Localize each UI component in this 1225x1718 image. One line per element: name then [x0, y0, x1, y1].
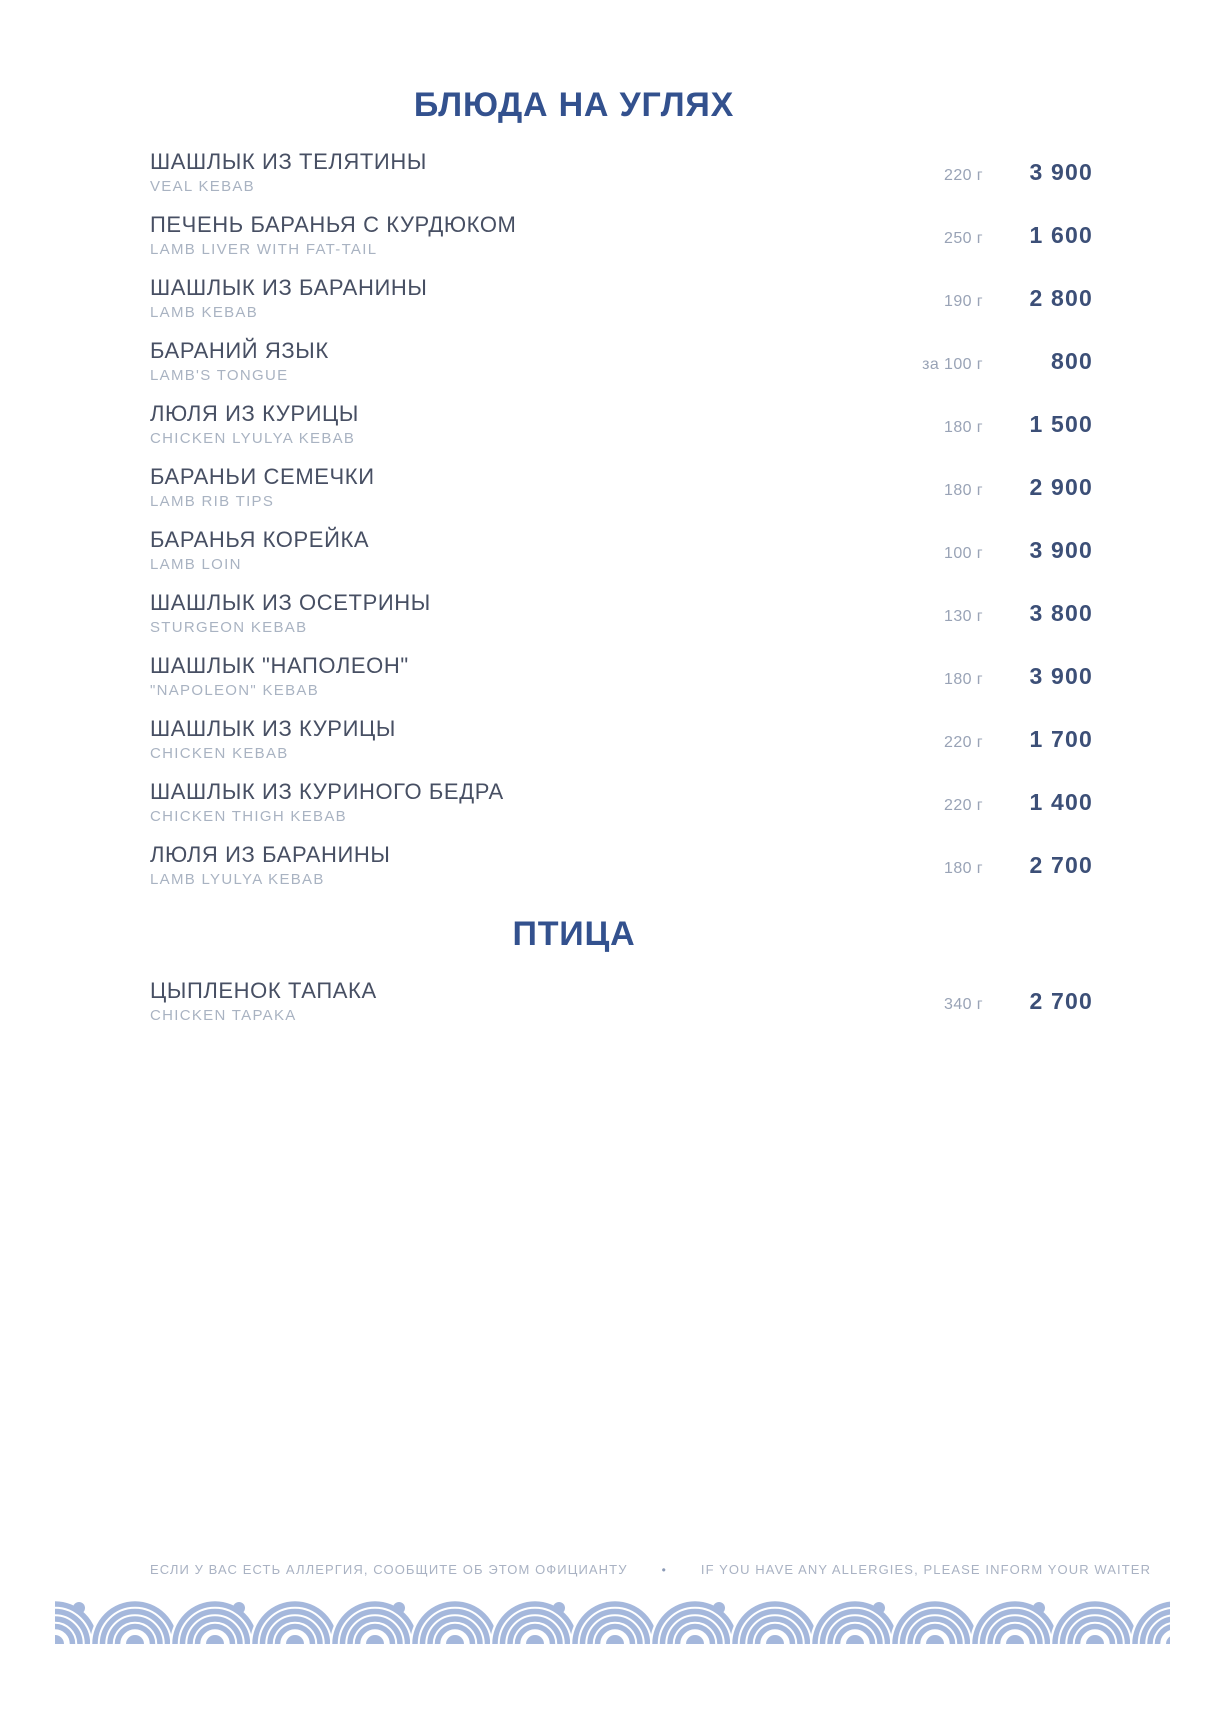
menu-item-weight: 190 г: [944, 293, 983, 311]
menu-item-name-ru: ЛЮЛЯ ИЗ КУРИЦЫ: [150, 401, 359, 427]
menu-item-price: 3 900: [1029, 159, 1093, 186]
allergy-note-ru: ЕСЛИ У ВАС ЕСТЬ АЛЛЕРГИЯ, СООБЩИТЕ ОБ ЭТОМ ОФИЦИАНТУ: [150, 1562, 628, 1577]
menu-item-meta: [863, 852, 1093, 879]
menu-item-name-ru: ЦЫПЛЕНОК ТАПАКА: [150, 978, 377, 1004]
menu-item-name-en: CHICKEN TAPAKA: [150, 1007, 297, 1025]
menu-item-name-ru: БАРАНЬЯ КОРЕЙКА: [150, 527, 370, 553]
menu-item-name-ru: ШАШЛЫК ИЗ КУРИЦЫ: [150, 716, 396, 742]
menu-item-row: [150, 275, 1093, 322]
menu-item-name-en: LAMB LYULYA KEBAB: [150, 871, 325, 889]
menu-item-name-ru: БАРАНИЙ ЯЗЫК: [150, 338, 329, 364]
menu-item-price: 3 900: [1029, 537, 1093, 564]
menu-item-price: 2 700: [1029, 852, 1093, 879]
menu-item-row: [150, 527, 1093, 574]
menu-item-weight: 340 г: [944, 996, 983, 1014]
menu-item-price: 2 900: [1029, 474, 1093, 501]
allergy-note-en: IF YOU HAVE ANY ALLERGIES, PLEASE INFORM YOUR WAITER: [700, 1562, 1152, 1577]
menu-item-names: [150, 527, 863, 574]
menu-item-meta: [863, 159, 1093, 186]
menu-item-name-en: LAMB LOIN: [150, 556, 242, 574]
menu-item-names: [150, 779, 863, 826]
menu-section: [150, 86, 1093, 889]
menu-item-row: [150, 149, 1093, 196]
menu-item-names: [150, 716, 863, 763]
menu-item-names: [150, 149, 863, 196]
menu-item-name-ru: ШАШЛЫК "НАПОЛЕОН": [150, 653, 409, 679]
menu-item-name-ru: ШАШЛЫК ИЗ КУРИНОГО БЕДРА: [150, 779, 504, 805]
menu-item-meta: [863, 988, 1093, 1015]
menu-item-weight: 180 г: [944, 671, 983, 689]
bullet-separator-icon: •: [661, 1562, 667, 1577]
menu-item-name-en: CHICKEN LYULYA KEBAB: [150, 430, 356, 448]
menu-item-meta: [863, 474, 1093, 501]
menu-item-name-ru: ШАШЛЫК ИЗ ОСЕТРИНЫ: [150, 590, 431, 616]
menu-item-weight: 220 г: [944, 797, 983, 815]
menu-item-row: [150, 716, 1093, 763]
menu-item-meta: [863, 348, 1093, 375]
menu-item-names: [150, 275, 863, 322]
menu-item-list: [150, 149, 1093, 889]
menu-item-price: 800: [1051, 348, 1093, 375]
menu-item-name-en: VEAL KEBAB: [150, 178, 255, 196]
menu-item-names: [150, 653, 863, 700]
menu-item-names: [150, 464, 863, 511]
menu-item-meta: [863, 600, 1093, 627]
menu-item-weight: 250 г: [944, 230, 983, 248]
menu-item-meta: [863, 789, 1093, 816]
menu-item-list: [150, 978, 1093, 1025]
menu-item-row: [150, 338, 1093, 385]
menu-item-name-en: LAMB KEBAB: [150, 304, 259, 322]
menu-item-name-en: LAMB'S TONGUE: [150, 367, 289, 385]
menu-item-weight: 180 г: [944, 419, 983, 437]
allergy-note: [150, 1562, 1152, 1577]
arch-wave-pattern: [55, 1600, 1170, 1646]
menu-item-name-en: LAMB LIVER WITH FAT-TAIL: [150, 241, 378, 259]
menu-item-price: 1 500: [1029, 411, 1093, 438]
menu-item-names: [150, 338, 863, 385]
menu-item-meta: [863, 222, 1093, 249]
menu-item-row: [150, 978, 1093, 1025]
menu-item-price: 1 400: [1029, 789, 1093, 816]
menu-section: [150, 915, 1093, 1025]
menu-item-meta: [863, 663, 1093, 690]
menu-item-name-en: LAMB RIB TIPS: [150, 493, 275, 511]
menu-item-name-en: CHICKEN KEBAB: [150, 745, 289, 763]
menu-item-row: [150, 401, 1093, 448]
menu-item-price: 2 800: [1029, 285, 1093, 312]
menu-item-name-ru: ПЕЧЕНЬ БАРАНЬЯ С КУРДЮКОМ: [150, 212, 517, 238]
menu-item-weight: 100 г: [944, 545, 983, 563]
menu-item-row: [150, 464, 1093, 511]
menu-item-meta: [863, 285, 1093, 312]
menu-item-weight: 180 г: [944, 482, 983, 500]
menu-item-weight: 130 г: [944, 608, 983, 626]
menu-item-meta: [863, 537, 1093, 564]
menu-item-weight: 220 г: [944, 734, 983, 752]
section-title: БЛЮДА НА УГЛЯХ: [413, 86, 735, 124]
menu-item-weight: за 100 г: [922, 356, 983, 374]
menu-item-meta: [863, 726, 1093, 753]
menu-item-row: [150, 212, 1093, 259]
menu-item-meta: [863, 411, 1093, 438]
menu-item-names: [150, 842, 863, 889]
menu-item-name-en: CHICKEN THIGH KEBAB: [150, 808, 347, 826]
menu-item-price: 2 700: [1029, 988, 1093, 1015]
menu-item-price: 3 900: [1029, 663, 1093, 690]
menu-item-price: 3 800: [1029, 600, 1093, 627]
section-title: ПТИЦА: [512, 915, 636, 954]
menu-item-names: [150, 401, 863, 448]
menu-item-name-ru: ЛЮЛЯ ИЗ БАРАНИНЫ: [150, 842, 391, 868]
menu-item-name-ru: ШАШЛЫК ИЗ ТЕЛЯТИНЫ: [150, 149, 427, 175]
menu-item-row: [150, 842, 1093, 889]
menu-item-name-en: STURGEON KEBAB: [150, 619, 308, 637]
menu-item-price: 1 600: [1029, 222, 1093, 249]
menu-item-weight: 220 г: [944, 167, 983, 185]
menu-item-row: [150, 653, 1093, 700]
menu-item-name-ru: БАРАНЬИ СЕМЕЧКИ: [150, 464, 375, 490]
menu-item-weight: 180 г: [944, 860, 983, 878]
menu-item-name-ru: ШАШЛЫК ИЗ БАРАНИНЫ: [150, 275, 428, 301]
menu-item-names: [150, 590, 863, 637]
menu-item-price: 1 700: [1029, 726, 1093, 753]
menu-item-row: [150, 590, 1093, 637]
menu-item-name-en: "NAPOLEON" KEBAB: [150, 682, 319, 700]
menu-item-names: [150, 978, 863, 1025]
menu-item-names: [150, 212, 863, 259]
menu-item-row: [150, 779, 1093, 826]
